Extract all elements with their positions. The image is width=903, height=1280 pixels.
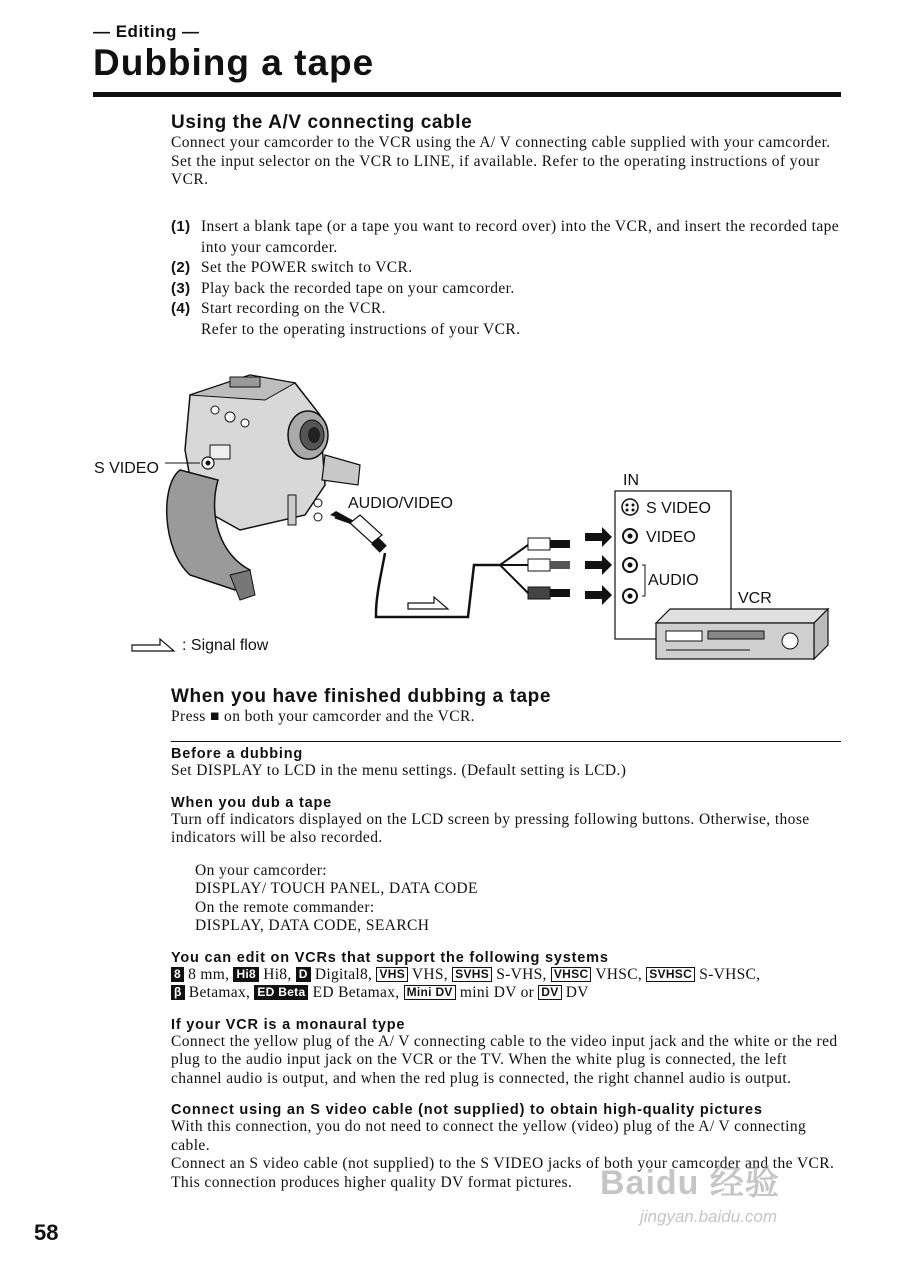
stop-icon: ■: [210, 708, 220, 725]
camcorder-label: On your camcorder:: [195, 861, 328, 879]
systems-line-1: [171, 966, 841, 985]
finished-text: [171, 708, 841, 727]
svideo-text-3: This connection produces higher quality DV format pictures.: [171, 1173, 573, 1191]
step-text: Play back the recorded tape on your camcorder.: [201, 279, 515, 297]
rca-plugs: [528, 538, 570, 599]
monaural-text: Connect the yellow plug of the A/ V connecting cable to the video input jack and the white or the red plug to the audio input jack on the VCR or the TV. When the white plug is connected, the left channel audio is output, and when the red plug is connected, the right channel audio is output.: [171, 1032, 838, 1087]
system-name: DV: [561, 984, 589, 1001]
system-name: Hi8,: [259, 965, 296, 983]
monaural-heading: If your VCR is a monaural type: [171, 1016, 406, 1033]
step-text: Start recording on the VCR.: [201, 300, 386, 317]
step-item: [171, 258, 841, 279]
finished-text-before: Press: [171, 708, 211, 725]
svideo-text-2: Connect an S video cable (not supplied) to the S VIDEO jacks of both your camcorder and the VCR.: [171, 1155, 835, 1172]
system-name: ED Betamax,: [308, 984, 404, 1001]
step-4-note: Refer to the operating instructions of your VCR.: [201, 320, 521, 338]
vcr-illustration: [656, 609, 828, 659]
notes-section: [171, 746, 841, 1192]
step-item: [171, 217, 841, 258]
button-list: [171, 862, 841, 936]
svhsc-logo-icon: SVHSC: [646, 967, 695, 982]
system-name: VHSC,: [591, 965, 647, 983]
system-name: S-VHS,: [492, 965, 551, 983]
notes-divider: [171, 741, 841, 742]
system-name: Betamax,: [184, 984, 255, 1001]
step-item: [171, 320, 841, 341]
remote-buttons: DISPLAY, DATA CODE, SEARCH: [195, 917, 430, 934]
systems-line-2: [171, 984, 841, 1003]
svhs-logo-icon: SVHS: [452, 967, 492, 982]
finished-text-after: on both your camcorder and the VCR.: [219, 708, 475, 725]
audio-video-label: AUDIO/VIDEO: [348, 495, 453, 512]
dv-logo-icon: DV: [538, 985, 561, 1000]
page-title: Dubbing a tape: [93, 42, 375, 83]
system-name: S-VHSC,: [695, 965, 761, 983]
camcorder-illustration: [167, 375, 360, 600]
svideo-text-1: With this connection, you do not need to connect the yellow (video) plug of the A/ V connecting cable.: [171, 1118, 807, 1154]
systems-heading: You can edit on VCRs that support the following systems: [171, 949, 609, 966]
in-label: IN: [623, 472, 639, 489]
step-number: (3): [171, 279, 191, 297]
title-rule: [93, 92, 841, 97]
finished-section: [171, 686, 841, 727]
svideo-jack-label: S VIDEO: [646, 500, 711, 517]
av-cable-heading: Using the A/V connecting cable: [171, 112, 473, 133]
connection-diagram: [90, 355, 850, 665]
camcorder-buttons: DISPLAY/ TOUCH PANEL, DATA CODE: [195, 880, 478, 897]
ed-beta-logo-icon: ED Beta: [254, 985, 308, 1000]
step-item: [171, 279, 841, 300]
steps-list: [171, 217, 841, 340]
signal-flow-label: : Signal flow: [182, 637, 269, 654]
system-name: mini DV or: [455, 984, 539, 1001]
vhsc-logo-icon: VHSC: [551, 967, 592, 982]
step-text: Set the POWER switch to VCR.: [201, 259, 413, 276]
step-item: [171, 299, 841, 320]
step-number: (1): [171, 218, 191, 235]
system-name: 8 mm,: [183, 965, 234, 983]
before-dubbing-text: Set DISPLAY to LCD in the menu settings. (Default setting is LCD.): [171, 762, 627, 779]
video-jack-label: VIDEO: [646, 529, 696, 546]
svideo-heading: Connect using an S video cable (not supplied) to obtain high-quality pictures: [171, 1102, 763, 1118]
av-cable-section: [171, 112, 841, 190]
system-name: Digital8,: [310, 965, 377, 983]
when-dub-text: Turn off indicators displayed on the LCD screen by pressing following buttons. Otherwise, those indicators will be also recorded.: [171, 810, 810, 846]
when-dub-heading: When you dub a tape: [171, 794, 333, 811]
watermark-brand: Baidu 经验: [600, 1164, 780, 1202]
digital8-logo-icon: D: [296, 967, 311, 982]
8mm-logo-icon: 8: [171, 967, 184, 982]
section-label: — Editing —: [93, 22, 200, 41]
svideo-left-label: S VIDEO: [94, 460, 159, 477]
watermark-url: jingyan.baidu.com: [640, 1207, 778, 1226]
system-name: VHS,: [408, 965, 453, 983]
mini-dv-logo-icon: Mini DV: [404, 985, 456, 1000]
hi8-logo-icon: Hi8: [233, 967, 259, 982]
svideo-jack: [622, 499, 638, 515]
step-number: (4): [171, 300, 191, 317]
remote-label: On the remote commander:: [195, 898, 375, 916]
betamax-logo-icon: β: [171, 985, 185, 1000]
finished-heading: When you have finished dubbing a tape: [171, 686, 552, 707]
av-cable-paragraph-1: Connect your camcorder to the VCR using the A/ V connecting cable supplied with your camcorder.: [171, 134, 831, 151]
page-number: 58: [34, 1220, 59, 1245]
before-dubbing-heading: Before a dubbing: [171, 746, 304, 762]
step-text: Insert a blank tape (or a tape you want to record over) into the VCR, and insert the recorded tape into your camcorder.: [201, 218, 840, 256]
audio-jack-label: AUDIO: [648, 572, 699, 589]
step-number: (2): [171, 259, 191, 276]
vhs-logo-icon: VHS: [376, 967, 408, 982]
signal-flow-icon: [132, 639, 174, 651]
vcr-label: VCR: [738, 590, 772, 607]
av-cable-paragraph-2: Set the input selector on the VCR to LINE, if available. Refer to the operating instructions of your VCR.: [171, 152, 820, 188]
